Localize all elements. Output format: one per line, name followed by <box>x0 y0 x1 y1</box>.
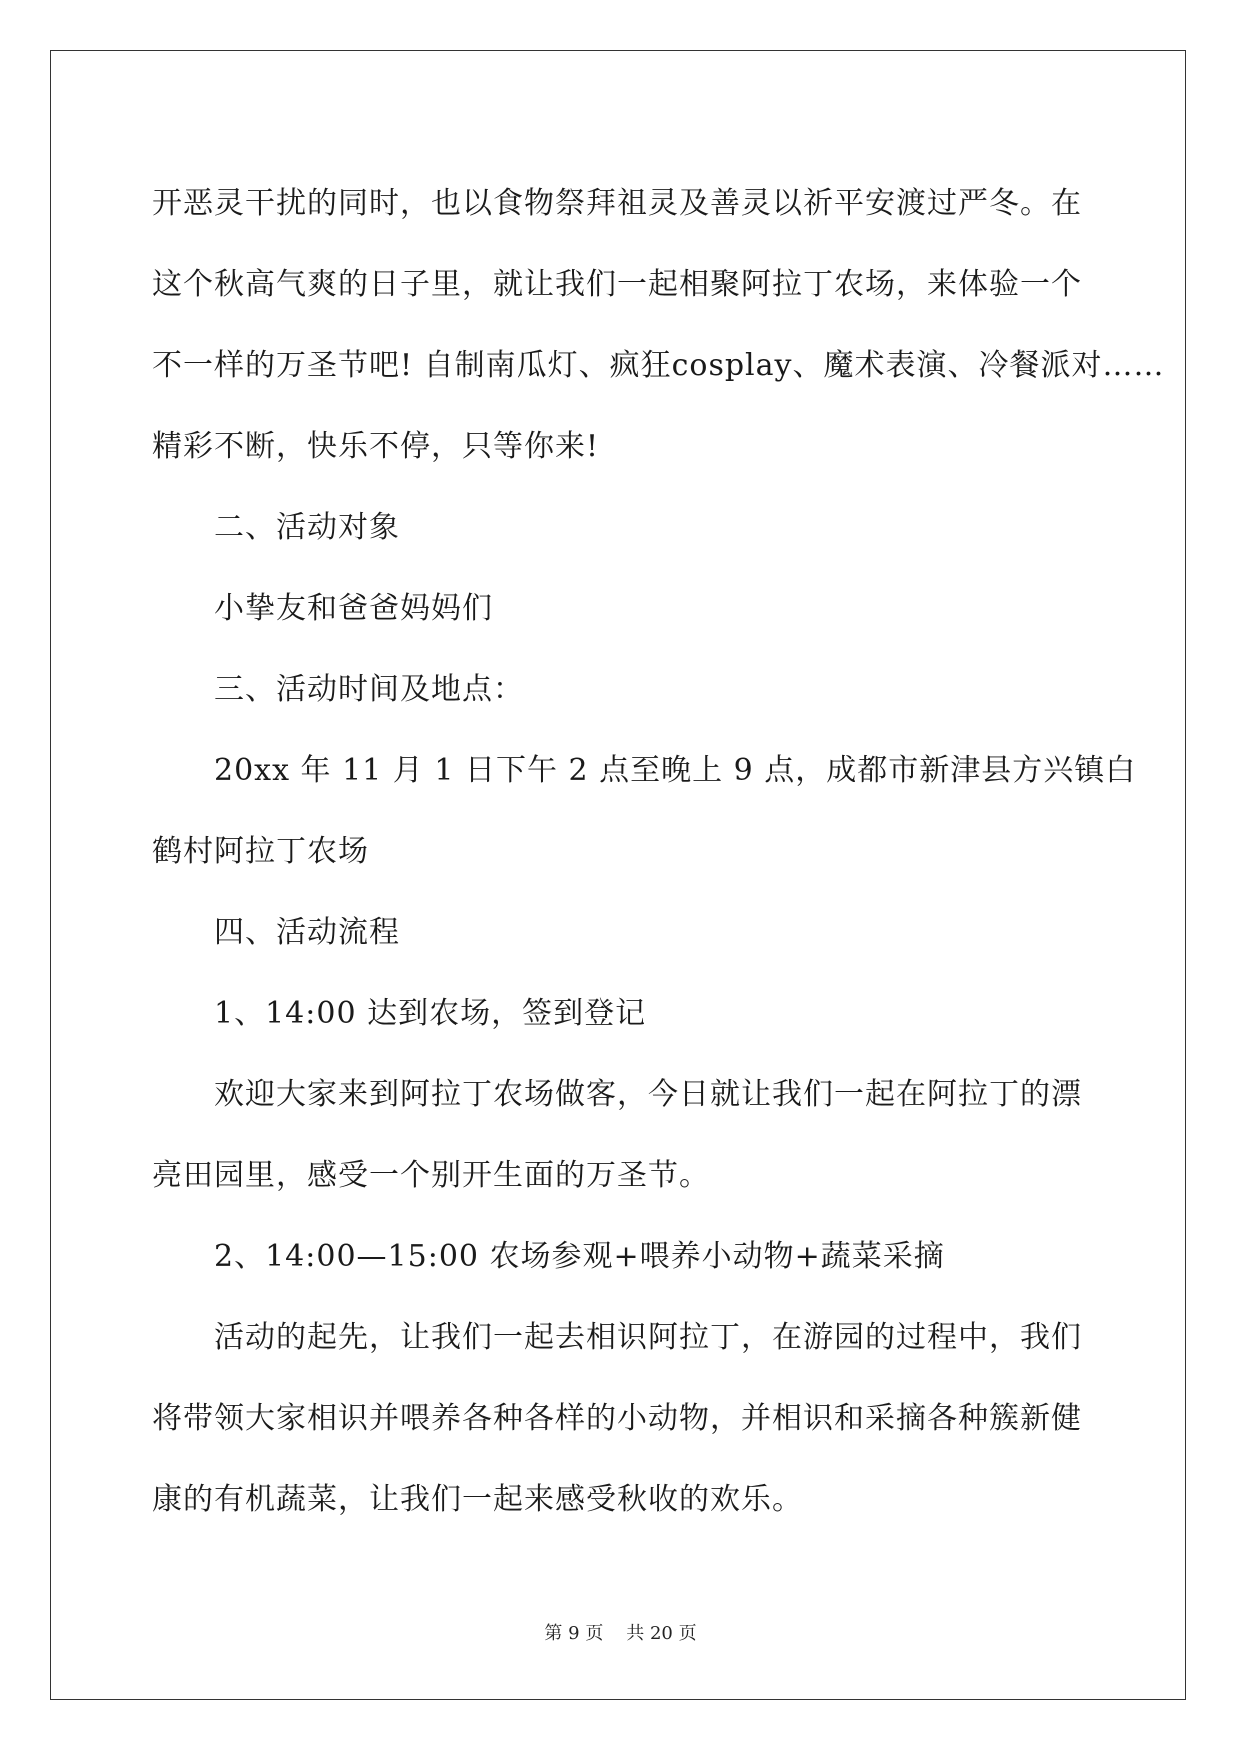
page-number: 第 9 页 <box>544 1623 604 1644</box>
body-line: 欢迎大家来到阿拉丁农场做客，今日就让我们一起在阿拉丁的漂 <box>214 1077 1082 1112</box>
page-footer <box>0 1622 1241 1646</box>
body-line: 精彩不断，快乐不停，只等你来! <box>152 429 600 464</box>
body-line: 开恶灵干扰的同时，也以食物祭拜祖灵及善灵以祈平安渡过严冬。在 <box>152 186 1082 221</box>
section-heading-time-place: 三、活动时间及地点： <box>214 672 524 707</box>
body-line: 不一样的万圣节吧! 自制南瓜灯、疯狂cosplay、魔术表演、冷餐派对…… <box>152 348 1165 383</box>
body-line: 小挚友和爸爸妈妈们 <box>214 591 493 626</box>
document-body <box>152 163 1165 1540</box>
body-line: 将带领大家相识并喂养各种各样的小动物，并相识和采摘各种簇新健 <box>152 1401 1082 1436</box>
body-line: 亮田园里，感受一个别开生面的万圣节。 <box>152 1158 710 1193</box>
body-line: 活动的起先，让我们一起去相识阿拉丁，在游园的过程中，我们 <box>214 1320 1082 1355</box>
body-line: 康的有机蔬菜，让我们一起来感受秋收的欢乐。 <box>152 1482 803 1517</box>
body-line: 鹤村阿拉丁农场 <box>152 834 369 869</box>
section-heading-flow: 四、活动流程 <box>214 915 400 950</box>
body-line: 这个秋高气爽的日子里，就让我们一起相聚阿拉丁农场，来体验一个 <box>152 267 1082 302</box>
section-heading-audience: 二、活动对象 <box>214 510 400 545</box>
page-total: 共 20 页 <box>626 1623 697 1644</box>
body-line: 20xx 年 11 月 1 日下午 2 点至晚上 9 点，成都市新津县方兴镇白 <box>214 753 1137 788</box>
flow-step-2: 2、14:00—15:00 农场参观+喂养小动物+蔬菜采摘 <box>214 1239 945 1274</box>
flow-step-1: 1、14:00 达到农场，签到登记 <box>214 996 647 1031</box>
